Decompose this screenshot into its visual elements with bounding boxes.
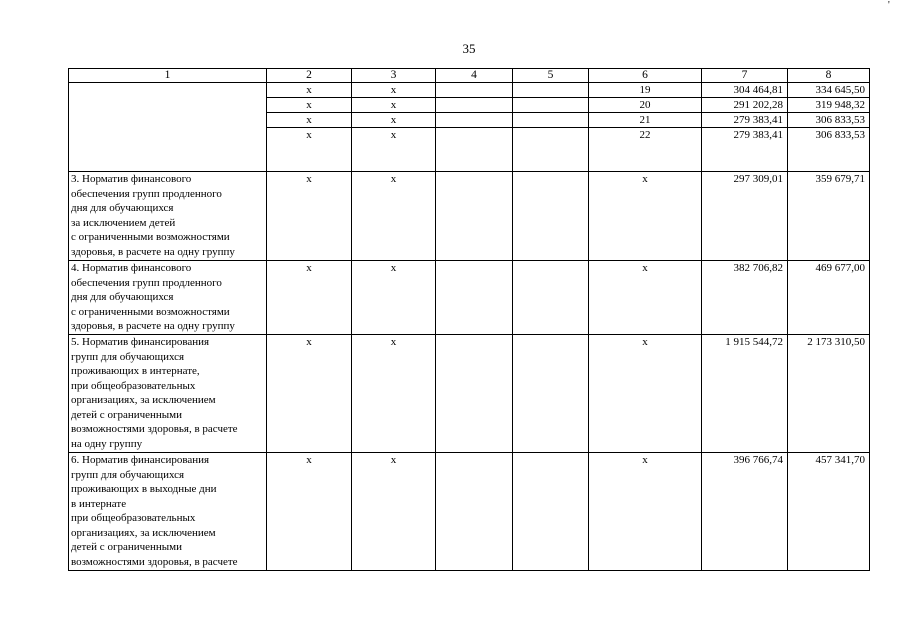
description-line: здоровья, в расчете на одну группу [71,245,235,258]
table-cell: 359 679,71 [788,172,870,261]
table-cell: x [267,453,352,571]
description-line: 3. Норматив финансового [71,173,192,185]
table-cell [69,128,267,172]
table-cell: 457 341,70 [788,453,870,571]
table-cell: x [589,172,702,261]
table-cell: x [589,335,702,453]
description-line: обеспечения групп продленного [71,187,222,200]
norm-description [69,172,267,261]
table-row [69,335,870,453]
table-cell: 297 309,01 [702,172,788,261]
table-cell [436,98,513,113]
table-cell [513,172,589,261]
table-cell: 22 [589,128,702,172]
table-cell [513,83,589,98]
table-cell [436,113,513,128]
table-cell: 396 766,74 [702,453,788,571]
table-cell: 21 [589,113,702,128]
description-line: организациях, за исключением [71,394,216,406]
table-row [69,83,870,98]
column-header: 4 [436,69,513,83]
table-cell: 319 948,32 [788,98,870,113]
table-cell: x [352,113,436,128]
table-cell: x [589,261,702,335]
description-line: проживающих в выходные дни [71,483,217,495]
table-cell: 279 383,41 [702,128,788,172]
corner-mark: ' [888,0,890,11]
norms-table [68,68,870,571]
table-cell [436,83,513,98]
table-cell: 1 915 544,72 [702,335,788,453]
table-cell [513,98,589,113]
table-cell: 19 [589,83,702,98]
table-cell: 279 383,41 [702,113,788,128]
norm-description [69,335,267,453]
description-line: с ограниченными возможностями [71,305,230,318]
table-cell: x [267,172,352,261]
table-cell: 306 833,53 [788,113,870,128]
column-header: 5 [513,69,589,83]
description-line: здоровья, в расчете на одну группу [71,320,235,332]
table-cell: x [267,335,352,453]
description-line: организациях, за исключением [71,526,216,539]
description-line: 6. Норматив финансирования [71,454,210,466]
description-line: в интернате [71,497,127,510]
table-cell: x [267,98,352,113]
table-cell: 469 677,00 [788,261,870,335]
table-row [69,128,870,172]
column-header: 8 [788,69,870,83]
norm-description [69,453,267,571]
description-line: возможностями здоровья, в расчете [71,423,238,435]
table-row [69,261,870,335]
column-header: 6 [589,69,702,83]
column-header: 7 [702,69,788,83]
table-cell [436,453,513,571]
table-cell: x [352,83,436,98]
column-number-row [69,69,870,83]
column-header: 3 [352,69,436,83]
table-cell: 20 [589,98,702,113]
description-line: при общеобразовательных [71,512,196,524]
table-cell: x [352,128,436,172]
column-header: 2 [267,69,352,83]
table-cell [513,113,589,128]
description-line: обеспечения групп продленного [71,276,222,289]
description-line: возможностями здоровья, в расчете [71,555,238,568]
table-cell: x [352,98,436,113]
description-line: дня для обучающихся [71,202,174,214]
page-number: 35 [462,41,476,56]
table-cell [436,335,513,453]
description-line: 5. Норматив финансирования [71,336,210,348]
table-cell: x [267,113,352,128]
table-cell [69,83,267,128]
table-cell [436,172,513,261]
description-line: групп для обучающихся [71,350,185,363]
description-line: за исключением детей [71,216,176,229]
norm-description [69,261,267,335]
table-cell: 306 833,53 [788,128,870,172]
table-cell [513,261,589,335]
table-cell: 2 173 310,50 [788,335,870,453]
description-line: дня для обучающихся [71,291,174,303]
table-cell: x [267,83,352,98]
description-line: на одну группу [71,437,143,450]
table-cell: x [589,453,702,571]
table-cell: x [267,128,352,172]
description-line: детей с ограниченными [71,408,183,421]
table-cell: x [352,172,436,261]
table-cell [436,261,513,335]
table-cell: 334 645,50 [788,83,870,98]
table-cell: x [352,335,436,453]
table-cell [436,128,513,172]
column-header: 1 [69,69,267,83]
description-line: с ограниченными возможностями [71,231,230,243]
table-cell: x [352,453,436,571]
description-line: 4. Норматив финансового [71,262,192,274]
table-cell: 382 706,82 [702,261,788,335]
description-line: групп для обучающихся [71,468,185,481]
description-line: детей с ограниченными [71,541,183,553]
table-row [69,172,870,261]
table-cell: 291 202,28 [702,98,788,113]
table-cell [513,453,589,571]
table-cell: 304 464,81 [702,83,788,98]
table-row [69,453,870,571]
table-cell: x [352,261,436,335]
table-cell: x [267,261,352,335]
description-line: при общеобразовательных [71,379,196,392]
description-line: проживающих в интернате, [71,365,200,377]
table-cell [513,335,589,453]
table-cell [513,128,589,172]
